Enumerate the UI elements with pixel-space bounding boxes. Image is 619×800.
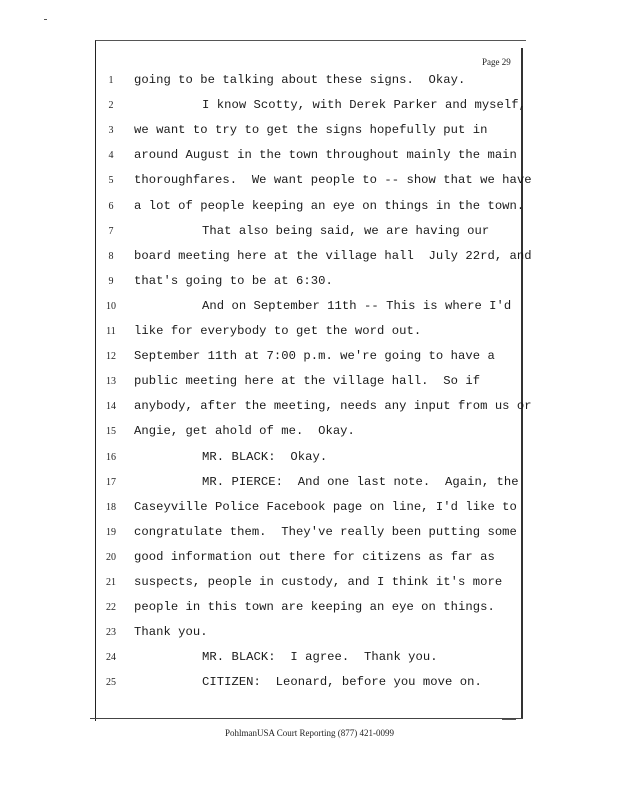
line-text: around August in the town throughout mainly the main <box>134 148 517 163</box>
transcript-line <box>0 247 619 271</box>
transcript-line <box>0 71 619 95</box>
transcript-line <box>0 96 619 120</box>
scan-speck <box>502 719 516 720</box>
transcript-line <box>0 197 619 221</box>
bottom-margin-rule <box>90 718 523 719</box>
line-number: 19 <box>106 526 116 538</box>
line-number: 2 <box>108 100 114 112</box>
line-number: 17 <box>106 476 116 488</box>
line-number: 25 <box>106 677 116 689</box>
line-text: suspects, people in custody, and I think it's more <box>134 575 503 589</box>
line-number: 5 <box>108 175 114 187</box>
transcript-line <box>0 623 619 647</box>
transcript-line <box>0 498 619 522</box>
line-number: 23 <box>106 627 116 639</box>
transcript-line <box>0 297 619 321</box>
transcript-line <box>0 598 619 622</box>
line-text: I know Scotty, with Derek Parker and myself, <box>202 98 527 113</box>
line-text: thoroughfares. We want people to -- show that we have <box>134 173 532 188</box>
page-footer: PohlmanUSA Court Reporting (877) 421-0099 <box>225 728 394 738</box>
line-number: 24 <box>106 652 116 664</box>
line-text: good information out there for citizens as far as <box>134 549 495 564</box>
line-number: 12 <box>106 351 116 363</box>
transcript-line <box>0 473 619 497</box>
line-text: board meeting here at the village hall July 22rd, and <box>134 248 532 263</box>
transcript-line <box>0 648 619 672</box>
line-text: Caseyville Police Facebook page on line, I'd like to <box>134 499 517 514</box>
line-text: Thank you. <box>134 625 208 640</box>
transcript-line <box>0 347 619 371</box>
transcript-line <box>0 673 619 697</box>
line-text: congratulate them. They've really been putting some <box>134 524 517 539</box>
scan-speck <box>44 19 47 20</box>
line-text: That also being said, we are having our <box>202 223 490 238</box>
transcript-line <box>0 523 619 547</box>
line-text: And on September 11th -- This is where I'd <box>202 298 512 313</box>
line-number: 13 <box>106 376 116 388</box>
transcript-line <box>0 121 619 145</box>
transcript-line <box>0 548 619 572</box>
transcript-line <box>0 146 619 170</box>
line-text: anybody, after the meeting, needs any input from us or <box>134 399 532 414</box>
line-number: 20 <box>106 551 116 563</box>
transcript-line <box>0 397 619 421</box>
line-text: going to be talking about these signs. Okay. <box>134 73 466 87</box>
line-number: 6 <box>108 200 114 212</box>
line-number: 4 <box>108 150 114 162</box>
transcript-line <box>0 372 619 396</box>
line-text: MR. BLACK: Okay. <box>202 449 328 464</box>
line-text: MR. PIERCE: And one last note. Again, the <box>202 474 519 489</box>
transcript-line <box>0 422 619 446</box>
transcript-line <box>0 222 619 246</box>
line-text: public meeting here at the village hall. So if <box>134 374 481 389</box>
line-number: 10 <box>106 300 116 312</box>
transcript-line <box>0 171 619 195</box>
line-number: 22 <box>106 602 116 614</box>
line-text: people in this town are keeping an eye on things. <box>134 600 495 615</box>
line-number: 18 <box>106 501 116 513</box>
line-number: 3 <box>108 125 114 137</box>
line-number: 15 <box>106 426 116 438</box>
transcript-line <box>0 322 619 346</box>
line-number: 21 <box>106 577 116 588</box>
line-number: 16 <box>106 451 116 463</box>
line-text: CITIZEN: Leonard, before you move on. <box>202 675 482 690</box>
line-text: that's going to be at 6:30. <box>134 273 333 288</box>
line-number: 1 <box>108 75 114 86</box>
line-number: 9 <box>108 275 114 287</box>
line-number: 8 <box>108 250 114 262</box>
transcript-line <box>0 272 619 296</box>
line-text: like for everybody to get the word out. <box>134 324 422 338</box>
line-text: September 11th at 7:00 p.m. we're going to have a <box>134 349 495 364</box>
transcript-line <box>0 448 619 472</box>
line-text: we want to try to get the signs hopefully put in <box>134 123 488 138</box>
line-number: 7 <box>108 225 114 237</box>
line-text: MR. BLACK: I agree. Thank you. <box>202 650 438 665</box>
line-number: 14 <box>106 401 116 413</box>
line-text: a lot of people keeping an eye on things in the town. <box>134 198 525 213</box>
line-text: Angie, get ahold of me. Okay. <box>134 424 355 439</box>
transcript-line <box>0 573 619 597</box>
line-number: 11 <box>106 326 116 337</box>
page-number: Page 29 <box>482 57 511 67</box>
